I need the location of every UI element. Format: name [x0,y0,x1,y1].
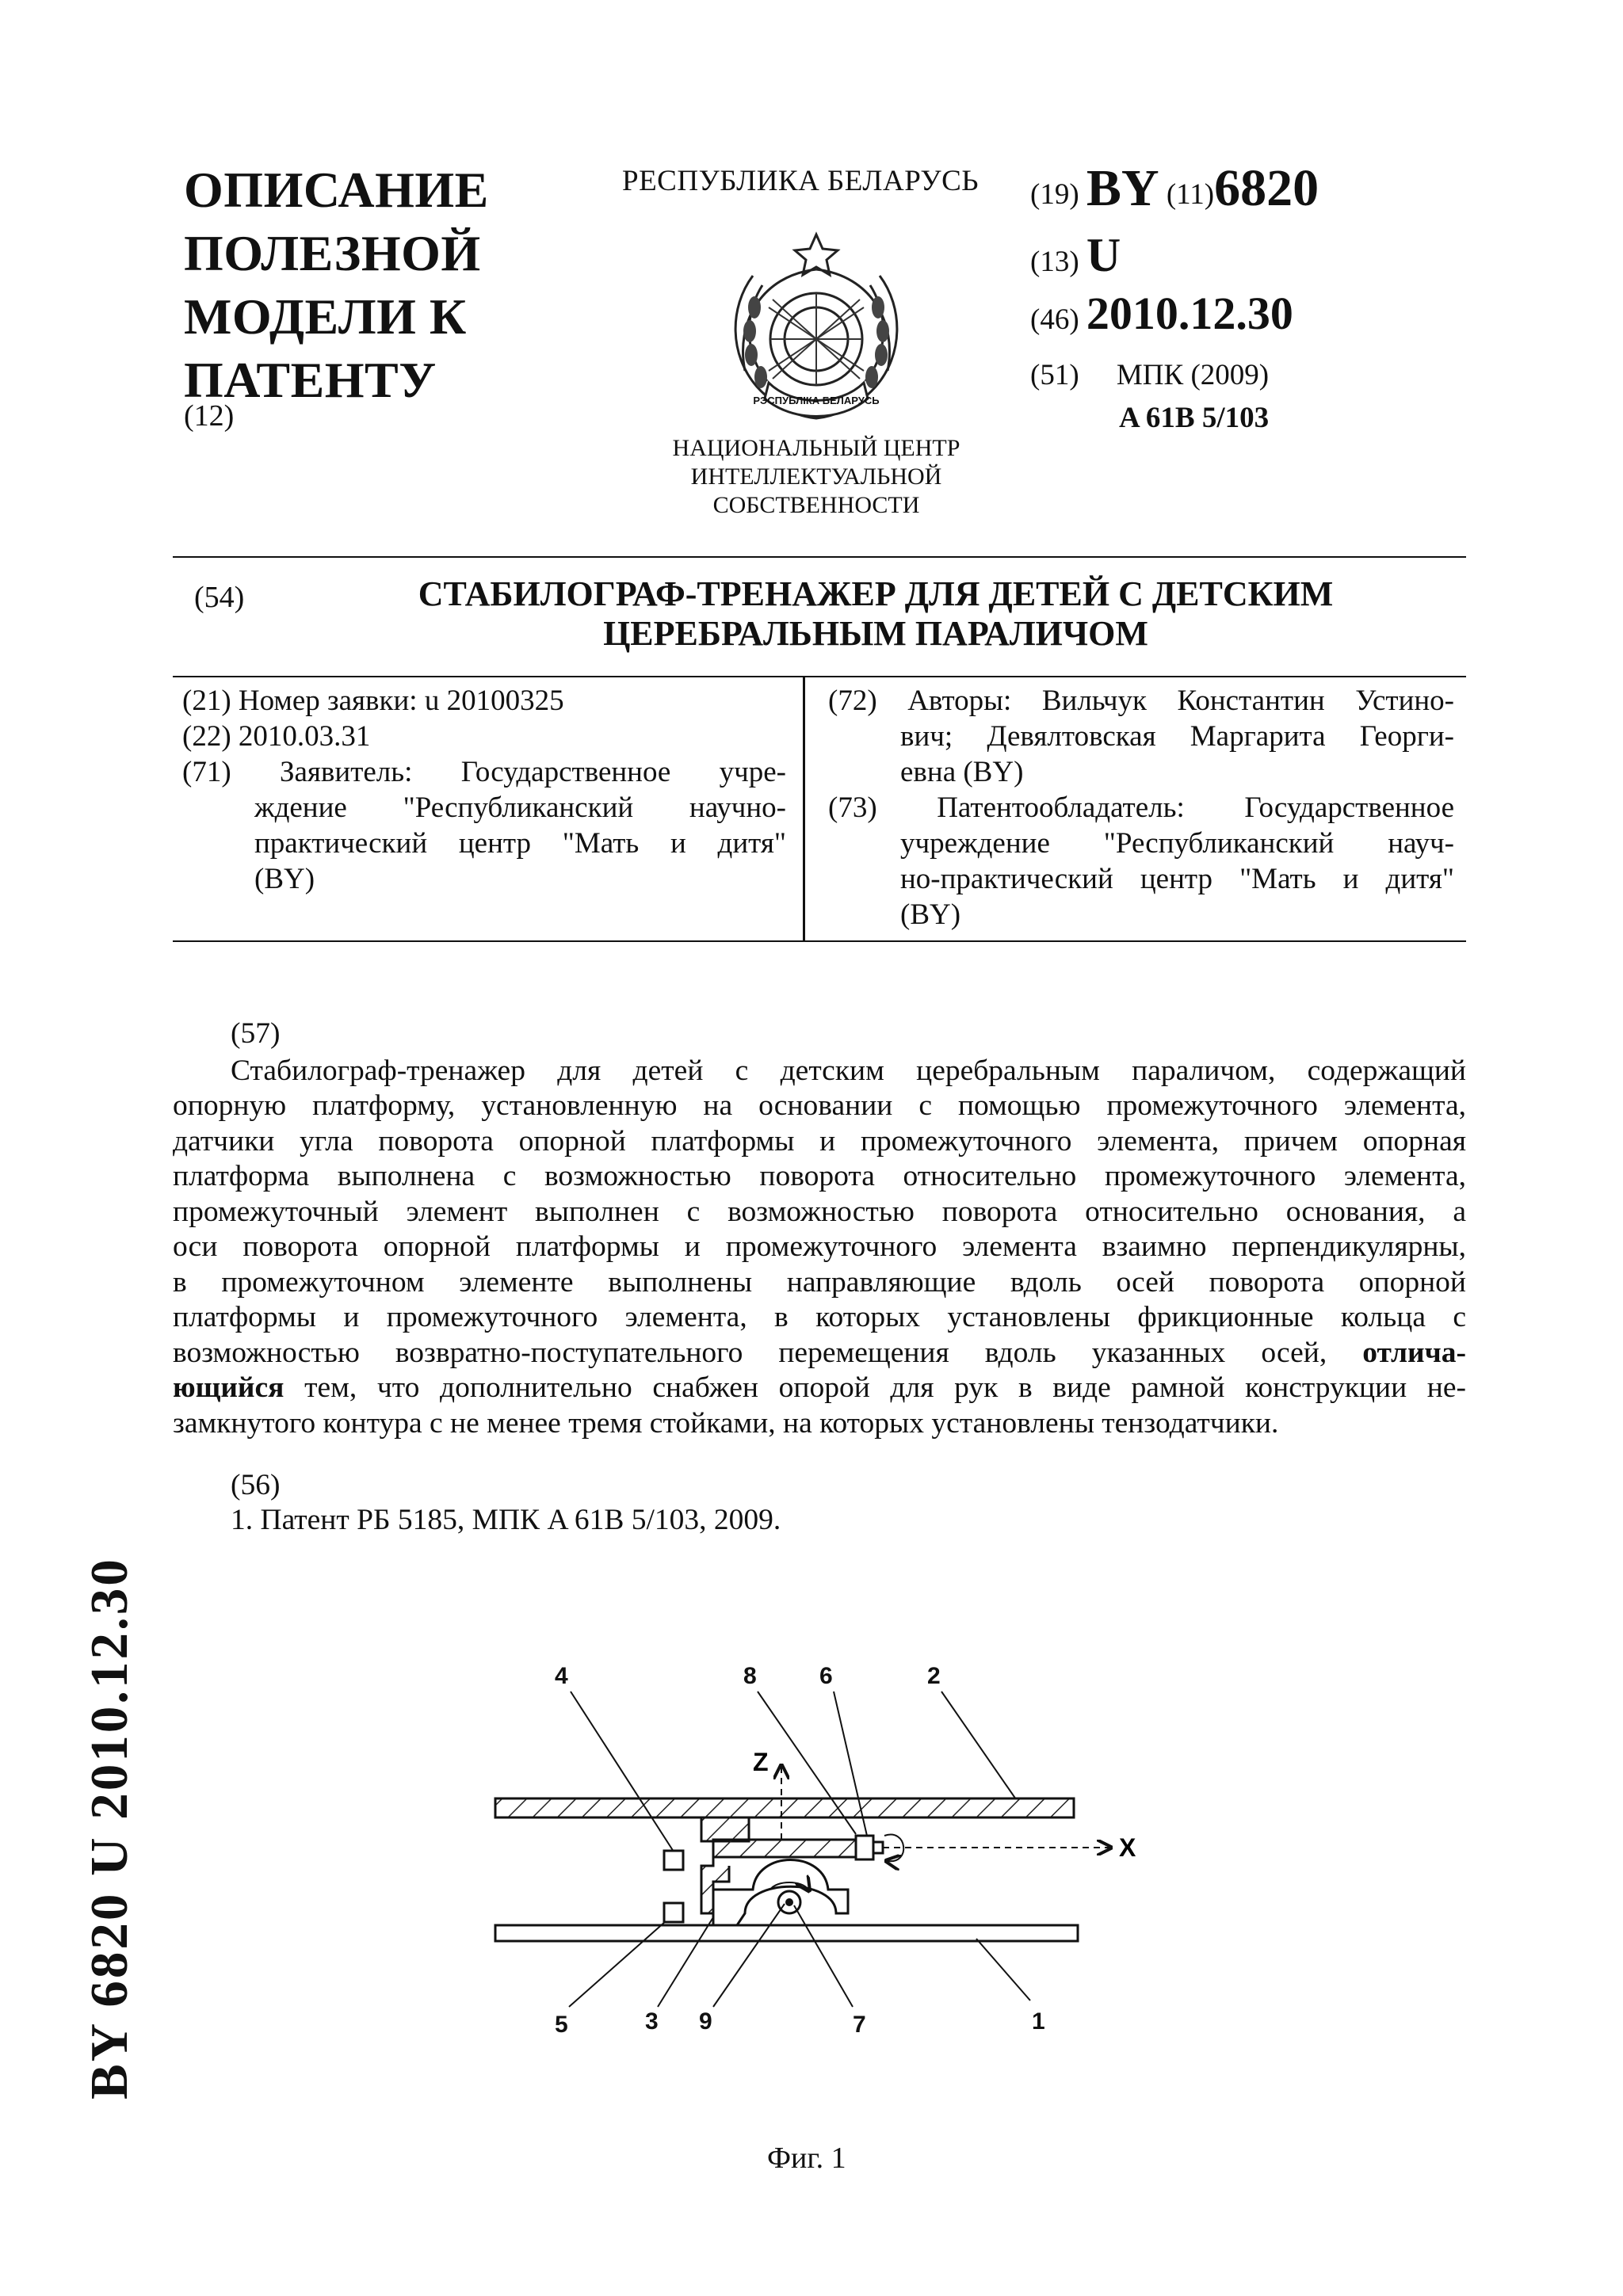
title-line: ОПИСАНИЕ [184,162,489,218]
claim-distinguishing-word: ющийся [173,1371,285,1404]
publication-date: 2010.12.30 [1086,288,1293,339]
issuing-office [630,434,1002,520]
divider [173,676,1466,677]
claim-line: оси поворота опорной платформы и промежуточного элемента взаимно перпендикулярны, [173,1230,1466,1263]
office-line: СОБСТВЕННОСТИ [712,492,920,518]
office-line: ИНТЕЛЛЕКТУАЛЬНОЙ [690,463,942,490]
angle-sensor [664,1903,683,1922]
references [231,1468,781,1538]
friction-ring [856,1836,873,1859]
callout-label: 9 [699,2008,712,2035]
bibliographic-left-column [182,683,786,897]
country-code: BY [1086,159,1159,217]
divider [173,556,1466,558]
patent-number: 6820 [1214,159,1319,217]
base [495,1925,1078,1941]
kind-code: U [1086,229,1121,281]
republic-label: РЕСПУБЛИКА БЕЛАРУСЬ [622,165,980,197]
support-platform [495,1798,1074,1817]
ipc-row [1030,358,1269,392]
patentee-continuation: учреждение "Республиканский науч- [900,827,1454,860]
authors-line: (72) Авторы: Вильчук Константин Устино- [828,685,1454,717]
angle-sensor [664,1851,683,1870]
applicant-continuation: (BY) [254,863,315,895]
callout-label: 7 [853,2012,866,2038]
guide [713,1840,856,1857]
title-line: ПАТЕНТУ [184,352,437,408]
claim-line: в промежуточном элементе выполнены направляющие вдоль осей поворота опорной [173,1265,1466,1299]
applicant-line: (71) Заявитель: Государственное учре- [182,756,786,788]
ipc-version: МПК (2009) [1116,359,1270,391]
svg-text:РЭСПУБЛІКА БЕЛАРУСЬ: РЭСПУБЛІКА БЕЛАРУСЬ [753,395,880,406]
invention-title-line: СТАБИЛОГРАФ-ТРЕНАЖЕР ДЛЯ ДЕТЕЙ С ДЕТСКИМ [418,574,1334,613]
filing-date: (22) 2010.03.31 [182,720,371,753]
claim-line: возможностью возвратно-поступательного перемещения вдоль указанных осей, отлича- [173,1336,1467,1369]
abstract [173,1016,1466,1441]
applicant-continuation: ждение "Республиканский научно- [254,791,786,824]
claim-line: промежуточный элемент выполнен с возможностью поворота относительно основания, а [173,1195,1466,1228]
patentee-continuation: но-практический центр "Мать и дитя" [900,863,1454,895]
authors-continuation: евна (BY) [900,756,1024,788]
code-51: (51) [1030,359,1079,391]
ipc-class: A 61B 5/103 [1119,402,1270,434]
figure-1 [475,1652,1173,2096]
callout-label: 6 [819,1663,833,1689]
title-line: МОДЕЛИ К [184,288,467,345]
claim-line: платформы и промежуточного элемента, в которых установлены фрикционные кольца с [173,1301,1466,1333]
title-line: ПОЛЕЗНОЙ [184,225,481,281]
code-11: (11) [1166,178,1215,211]
callout-label: 4 [555,1663,568,1689]
document-type-title [184,158,489,412]
invention-title-line: ЦЕРЕБРАЛЬНЫМ ПАРАЛИЧОМ [603,614,1148,653]
claim-line: ющийся тем, что дополнительно снабжен опорой для рук в виде рамной конструкции не- [173,1371,1466,1404]
code-56: (56) [231,1469,281,1501]
axis-x-label: X [1119,1833,1136,1862]
axis-z-label: Z [753,1748,769,1776]
claim-line: замкнутого контура с не менее тремя стойками, на которых установлены тензодатчики. [173,1406,1279,1440]
authors-continuation: вич; Девялтовская Маргарита Георги- [900,720,1454,753]
kind-row [1030,228,1121,283]
code-54: (54) [194,581,245,614]
state-emblem-icon [713,220,919,434]
publication-date-row [1030,287,1293,340]
figure-caption: Фиг. 1 [767,2142,846,2175]
claim-line: платформа выполнена с возможностью поворота относительно промежуточного элемента, [173,1160,1466,1192]
patentee-continuation: (BY) [900,898,961,931]
callout-label: 5 [555,2012,568,2038]
claim-distinguishing-word: отлича- [1362,1336,1467,1369]
callout-label: 2 [927,1663,941,1689]
application-number: (21) Номер заявки: u 20100325 [182,685,564,717]
claim-line: Стабилограф-тренажер для детей с детским церебральным параличом, содержащий [231,1054,1466,1087]
claim-line: опорную платформу, установленную на основании с помощью промежуточного элемента, [173,1089,1466,1122]
divider [173,940,1466,942]
reference-item: 1. Патент РБ 5185, МПК A 61B 5/103, 2009. [231,1504,781,1536]
callout-label: 1 [1032,2008,1045,2035]
claim-text [173,1054,1466,1442]
country-number-row [1030,158,1319,219]
code-12: (12) [184,399,235,433]
code-13: (13) [1030,246,1079,278]
bibliographic-right-column [828,683,1454,933]
callout-label: 8 [743,1663,757,1689]
side-stamp: BY 6820 U 2010.12.30 [80,1557,139,2100]
office-line: НАЦИОНАЛЬНЫЙ ЦЕНТР [672,435,960,461]
column-divider [803,677,805,940]
claim-line: датчики угла поворота опорной платформы и промежуточного элемента, причем опорная [173,1124,1466,1158]
callout-label: 3 [645,2008,659,2035]
applicant-continuation: практический центр "Мать и дитя" [254,827,786,860]
patentee-line: (73) Патентообладатель: Государственное [828,791,1454,824]
code-57: (57) [231,1017,281,1050]
code-46: (46) [1030,303,1079,336]
code-19: (19) [1030,178,1079,211]
invention-title [285,574,1466,654]
